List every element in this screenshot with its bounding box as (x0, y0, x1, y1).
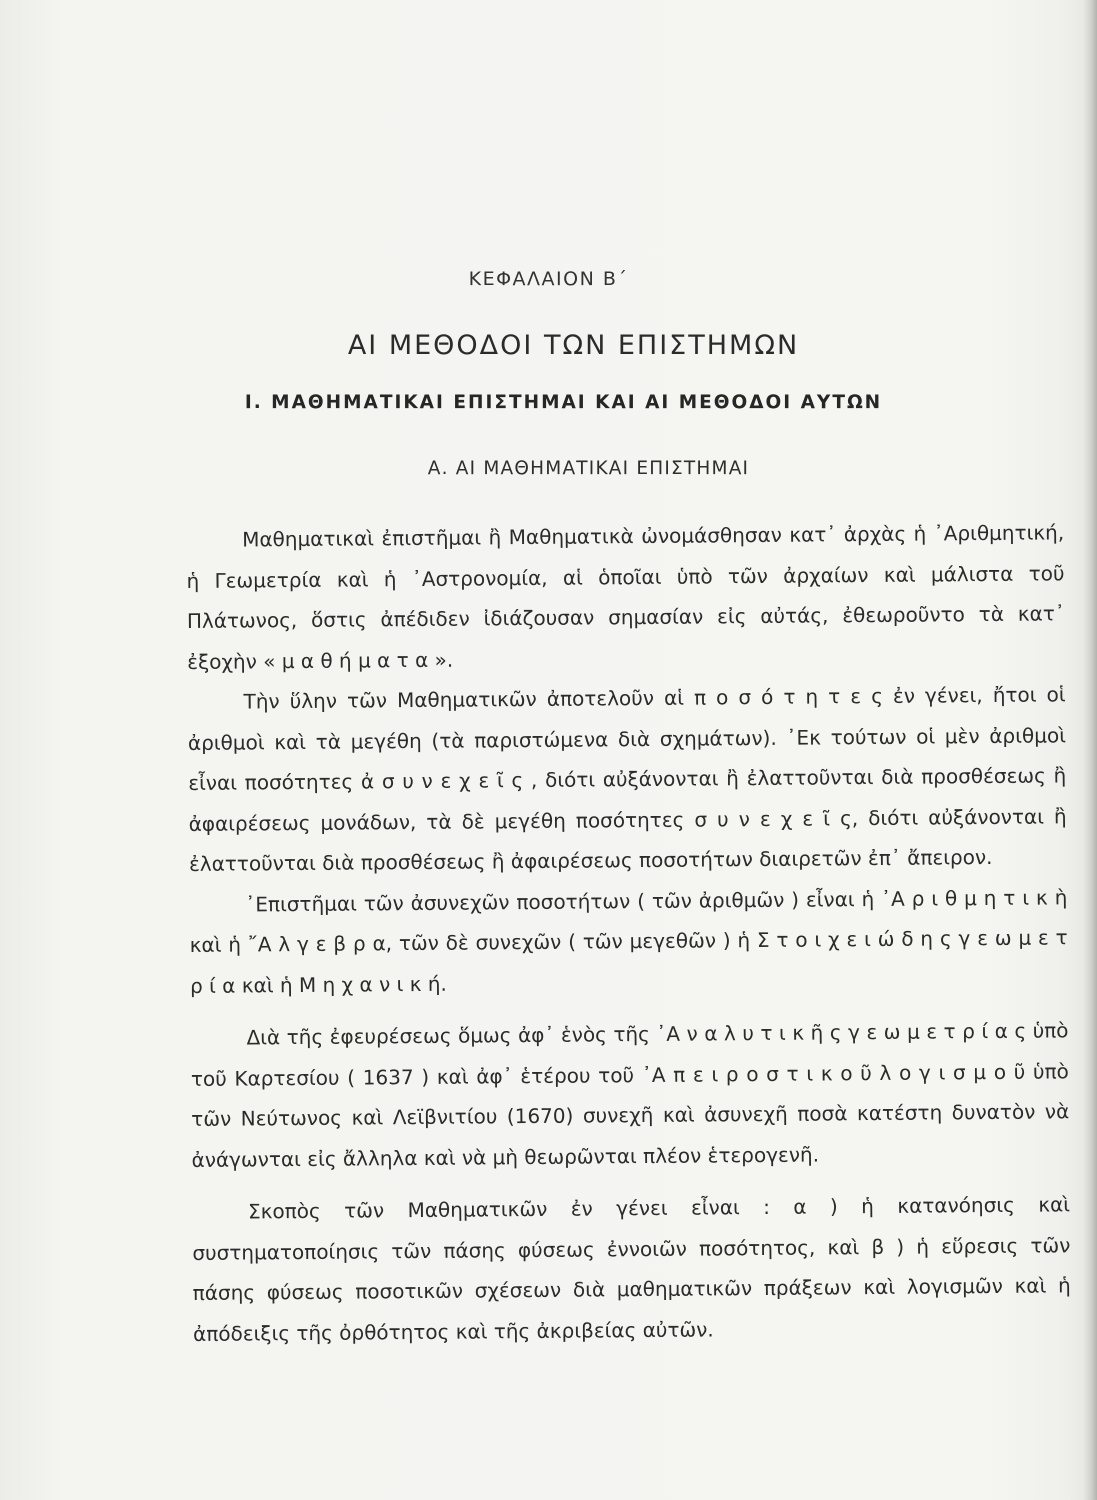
section-heading: Ι. ΜΑΘΗΜΑΤΙΚΑΙ ΕΠΙΣΤΗΜΑΙ ΚΑΙ ΑΙ ΜΕΘΟΔΟΙ ΑΥΤΩΝ (244, 392, 883, 413)
body-text (186, 512, 1071, 1354)
paragraph: ᾽Επιστῆμαι τῶν ἀσυνεχῶν ποσοτήτων ( τῶν ἀριθμῶν ) εἶναι ἡ ᾽Α ρ ι θ μ η τ ι κ ὴ καὶ ἡ ῎Α λ γ ε β ρ α, τῶν δὲ συνεχῶν ( τῶν μεγεθῶν ) ἡ Σ τ ο ι χ ε ι ώ δ η ς γ ε ω μ ε τ ρ ί α καὶ ἡ Μ η χ α ν ι κ ή. (189, 884, 1068, 998)
binding-shadow (1083, 0, 1097, 1500)
paragraph: Διὰ τῆς ἐφευρέσεως ὅμως ἀφ᾽ ἑνὸς τῆς ᾽Α ν α λ υ τ ι κ ῆ ς γ ε ω μ ε τ ρ ί α ς ὑπὸ τοῦ Καρτεσίου ( 1637 ) καὶ ἀφ᾽ ἑτέρου τοῦ ᾽Α π ε ι ρ ο σ τ ι κ ο ῦ λ ο γ ι σ μ ο ῦ ὑπὸ τῶν Νεύτωνος καὶ Λεϊβνιτίου (1670) συνεχῆ καὶ ἀσυνεχῆ ποσὰ κατέστη δυνατὸν νὰ ἀνάγωνται εἰς ἄλληλα καὶ νὰ μὴ θεωρῶνται πλέον ἑτερογενῆ. (190, 1018, 1070, 1172)
paragraph: Σκοπὸς τῶν Μαθηματικῶν ἐν γένει εἶναι : α ) ἡ κατανόησις καὶ συστηματοποίησις τῶν πάσης φύσεως ἐννοιῶν ποσότητος, καὶ β ) ἡ εὕρεσις τῶν πάσης φύσεως ποσοτικῶν σχέσεων διὰ μαθηματικῶν πράξεων καὶ λογισμῶν καὶ ἡ ἀπόδειξις τῆς ὀρθότητος καὶ τῆς ἀκριβείας αὐτῶν. (192, 1192, 1071, 1346)
paragraph: Μαθηματικαὶ ἐπιστῆμαι ἢ Μαθηματικὰ ὠνομάσθησαν κατ᾽ ἀρχὰς ἡ ᾽Αριθμητική, ἡ Γεωμετρία καὶ ἡ ᾽Αστρονομία, αἱ ὁποῖαι ὑπὸ τῶν ἀρχαίων καὶ μάλιστα τοῦ Πλάτωνος, ὅστις ἀπέδιδεν ἰδιάζουσαν σημασίαν εἰς αὐτάς, ἐθεωροῦντο τὰ κατ᾽ ἐξοχὴν « μ α θ ή μ α τ α ». (186, 520, 1065, 674)
subsection-heading: Α. ΑΙ ΜΑΘΗΜΑΤΙΚΑΙ ΕΠΙΣΤΗΜΑΙ (427, 458, 750, 479)
paragraph: Τὴν ὕλην τῶν Μαθηματικῶν ἀποτελοῦν αἱ π ο σ ό τ η τ ε ς ἐν γένει, ἤτοι οἱ ἀριθμοὶ καὶ τὰ μεγέθη (τὰ παριστώμενα διὰ σχημάτων). ᾽Εκ τούτων οἱ μὲν ἀριθμοὶ εἶναι ποσότητες ἀ σ υ ν ε χ ε ῖ ς , διότι αὐξάνονται ἢ ἐλαττοῦνται διὰ προσθέσεως ἢ ἀφαιρέσεως μονάδων, τὰ δὲ μεγέθη ποσότητες σ υ ν ε χ ε ῖ ς, διότι αὐξάνονται ἢ ἐλαττοῦνται διὰ προσθέσεως ἢ ἀφαιρέσεως ποσοτήτων διαιρετῶν ἐπ᾽ ἄπειρον. (187, 682, 1067, 876)
chapter-title: ΑΙ ΜΕΘΟΔΟΙ ΤΩΝ ΕΠΙΣΤΗΜΩΝ (347, 330, 800, 361)
chapter-label: ΚΕΦΑΛΑΙΟΝ Β΄ (468, 268, 629, 290)
